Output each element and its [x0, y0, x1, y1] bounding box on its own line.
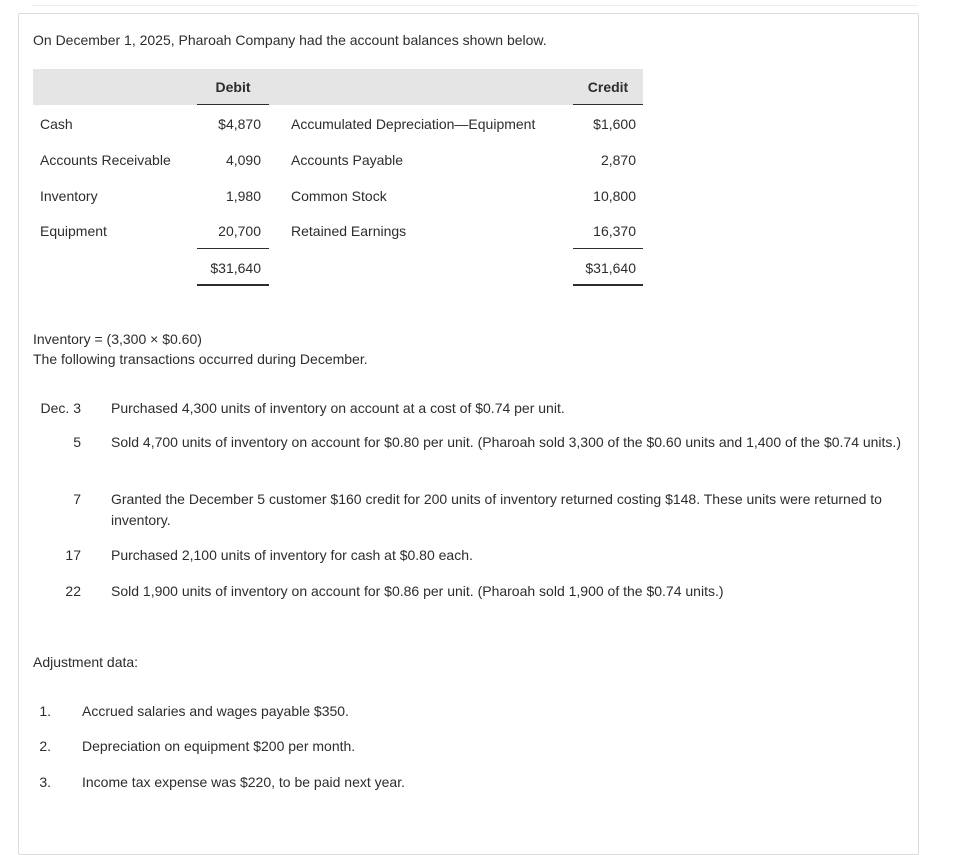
account-balances-table	[33, 69, 643, 299]
transaction-text: Sold 4,700 units of inventory on account for $0.80 per unit. (Pharoah sold 3,300 of the $0.60 units and 1,400 of the $0.74 units.)	[111, 434, 901, 450]
credit-header-underline	[573, 104, 643, 105]
transaction-text: Sold 1,900 units of inventory on account for $0.86 per unit. (Pharoah sold 1,900 of the $0.74 units.)	[111, 583, 724, 599]
credit-amount: 10,800	[593, 188, 636, 204]
transactions-intro: The following transactions occurred during December.	[33, 351, 368, 367]
transaction-text: Purchased 2,100 units of inventory for cash at $0.80 each.	[111, 547, 473, 563]
transaction-date: 5	[73, 434, 81, 450]
debit-account-name: Accounts Receivable	[40, 152, 171, 168]
credit-amount: 16,370	[593, 223, 636, 239]
adjustment-data-label: Adjustment data:	[33, 654, 139, 670]
debit-account-name: Inventory	[40, 188, 98, 204]
table-header-band	[33, 69, 643, 105]
total-debit: $31,640	[210, 260, 261, 276]
credit-account-name: Common Stock	[291, 188, 387, 204]
credit-total-rule	[573, 284, 643, 286]
debit-amount: 4,090	[225, 152, 261, 168]
inventory-note: Inventory = (3,300 × $0.60)	[33, 331, 202, 347]
debit-account-name: Equipment	[40, 223, 107, 239]
credit-amount: 2,870	[600, 152, 636, 168]
credit-account-name: Retained Earnings	[291, 223, 407, 239]
transaction-date: 22	[65, 583, 81, 599]
credit-account-name: Accounts Payable	[291, 152, 404, 168]
debit-amount: 20,700	[218, 223, 261, 239]
credit-amount: $1,600	[593, 116, 636, 132]
debit-account-name: Cash	[40, 116, 73, 132]
debit-total-rule	[197, 284, 269, 286]
total-credit: $31,640	[585, 260, 636, 276]
adjustment-number: 3.	[39, 774, 51, 790]
adjustment-number: 1.	[39, 703, 51, 719]
debit-header-underline	[197, 104, 269, 105]
adjustment-text: Income tax expense was $220, to be paid next year.	[82, 774, 405, 790]
transaction-text: Purchased 4,300 units of inventory on account at a cost of $0.74 per unit.	[111, 400, 565, 416]
transaction-text: Granted the December 5 customer $160 credit for 200 units of inventory returned costing $148. These units were returned to inventory.	[111, 491, 882, 528]
intro-text: On December 1, 2025, Pharoah Company had the account balances shown below.	[33, 32, 547, 48]
debit-amount: 1,980	[225, 188, 261, 204]
debit-subtotal-rule	[197, 248, 269, 249]
debit-header: Debit	[215, 79, 251, 95]
adjustment-text: Accrued salaries and wages payable $350.	[82, 703, 349, 719]
credit-account-name: Accumulated Depreciation—Equipment	[291, 116, 536, 132]
credit-header: Credit	[587, 79, 629, 95]
adjustment-number: 2.	[39, 738, 51, 754]
top-divider	[32, 5, 918, 6]
debit-amount: $4,870	[218, 116, 261, 132]
credit-subtotal-rule	[573, 248, 643, 249]
adjustment-text: Depreciation on equipment $200 per month.	[82, 738, 356, 754]
transaction-date: Dec. 3	[40, 400, 81, 416]
transaction-date: 17	[65, 547, 81, 563]
transaction-date: 7	[73, 491, 81, 507]
